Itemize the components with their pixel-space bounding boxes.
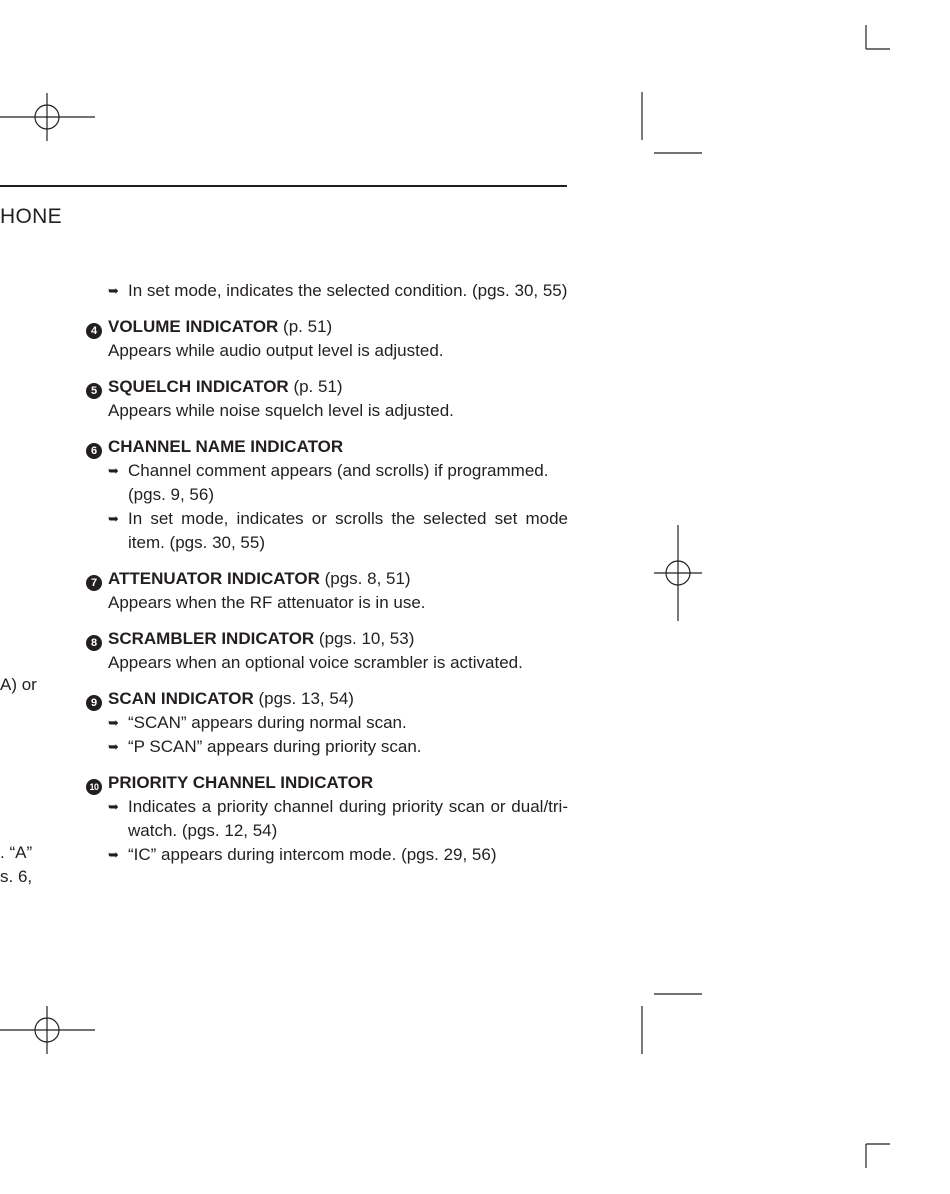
- channel-name-indicator-entry: [86, 435, 568, 555]
- entry-description: Appears when the RF attenuator is in use.: [108, 593, 426, 612]
- bullet-item: [86, 843, 568, 867]
- arrow-bullet-icon: ➥: [108, 283, 119, 298]
- bullet-item: [86, 279, 568, 303]
- bullet-text: In set mode, indicates or scrolls the selected set mode item. (pgs. 30, 55): [128, 509, 568, 552]
- entry-title: VOLUME INDICATOR: [108, 317, 279, 336]
- page-ref: (pgs. 10, 53): [314, 629, 415, 648]
- page-ref: (pgs. 13, 54): [253, 689, 354, 708]
- section-title-fragment: HONE: [0, 205, 62, 228]
- entry-heading: [86, 375, 568, 399]
- attenuator-indicator-entry: [86, 567, 568, 615]
- scan-indicator-entry: [86, 687, 568, 759]
- number-4-icon: 4: [86, 323, 102, 339]
- bullet-item: [86, 795, 568, 843]
- number-5-icon: 5: [86, 383, 102, 399]
- entry-title: SCRAMBLER INDICATOR: [108, 629, 315, 648]
- squelch-indicator-entry: [86, 375, 568, 423]
- bullet-text: “SCAN” appears during normal scan.: [128, 713, 407, 732]
- number-8-icon: 8: [86, 635, 102, 651]
- number-10-icon: 10: [86, 779, 102, 795]
- bullet-text: “IC” appears during intercom mode. (pgs. 29, 56): [128, 845, 497, 864]
- entry-title: SCAN INDICATOR: [108, 689, 254, 708]
- entry-heading: [86, 567, 568, 591]
- volume-indicator-entry: [86, 315, 568, 363]
- entry-heading: [86, 315, 568, 339]
- page-ref: (p. 51): [278, 317, 333, 336]
- entry-heading: [86, 771, 568, 795]
- left-column-fragment: . “A”: [0, 843, 33, 862]
- arrow-bullet-icon: ➥: [108, 463, 119, 478]
- left-column-fragment: s. 6,: [0, 867, 33, 886]
- bullet-item: [86, 735, 568, 759]
- entry-heading: [86, 687, 568, 711]
- page-ref: (pgs. 8, 51): [319, 569, 411, 588]
- arrow-bullet-icon: ➥: [108, 715, 119, 730]
- scrambler-indicator-entry: [86, 627, 568, 675]
- entry-title: CHANNEL NAME INDICATOR: [108, 437, 344, 456]
- bullet-text: In set mode, indicates the selected condition. (pgs. 30, 55): [128, 281, 568, 300]
- indicator-descriptions: [86, 279, 568, 879]
- left-column-fragment: A) or: [0, 675, 37, 694]
- arrow-bullet-icon: ➥: [108, 799, 119, 814]
- priority-channel-indicator-entry: [86, 771, 568, 867]
- number-6-icon: 6: [86, 443, 102, 459]
- bullet-text: Indicates a priority channel during priority scan or dual/tri-watch. (pgs. 12, 54): [128, 797, 568, 840]
- bullet-item: [86, 459, 568, 507]
- entry-description: Appears when an optional voice scrambler is activated.: [108, 653, 523, 672]
- page-ref: (p. 51): [288, 377, 343, 396]
- bullet-text: Channel comment appears (and scrolls) if programmed. (pgs. 9, 56): [128, 461, 549, 504]
- intro-entry: [86, 279, 568, 303]
- entry-title: PRIORITY CHANNEL INDICATOR: [108, 773, 374, 792]
- arrow-bullet-icon: ➥: [108, 511, 119, 526]
- number-9-icon: 9: [86, 695, 102, 711]
- entry-description: Appears while noise squelch level is adjusted.: [108, 401, 454, 420]
- entry-description: Appears while audio output level is adjusted.: [108, 341, 444, 360]
- entry-title: SQUELCH INDICATOR: [108, 377, 289, 396]
- entry-title: ATTENUATOR INDICATOR: [108, 569, 320, 588]
- bullet-item: [86, 711, 568, 735]
- bullet-item: [86, 507, 568, 555]
- arrow-bullet-icon: ➥: [108, 847, 119, 862]
- entry-heading: [86, 627, 568, 651]
- header-rule: [0, 185, 567, 187]
- arrow-bullet-icon: ➥: [108, 739, 119, 754]
- bullet-text: “P SCAN” appears during priority scan.: [128, 737, 422, 756]
- entry-heading: [86, 435, 568, 459]
- number-7-icon: 7: [86, 575, 102, 591]
